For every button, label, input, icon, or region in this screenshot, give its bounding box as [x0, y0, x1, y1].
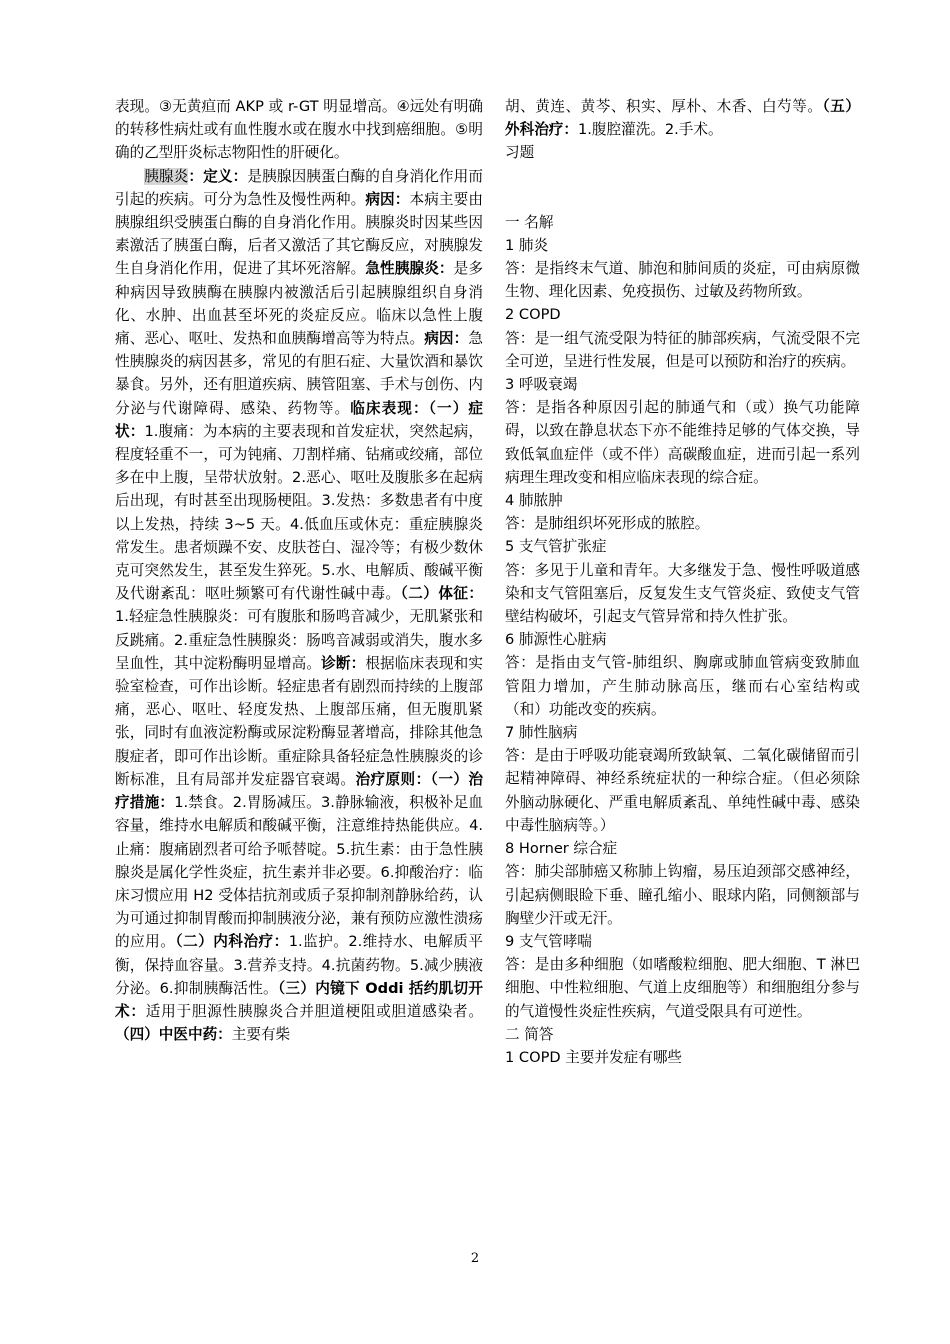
- definition-label: ：定义：: [188, 167, 248, 185]
- spacer: [505, 165, 860, 211]
- definition-text: 是胰腺因胰蛋白酶的自身消化作用而引起的疾病。可分为急性及慢性两种。: [115, 167, 483, 208]
- symptom-text: 1.腹痛：为本病的主要表现和首发症状，突然起病，程度轻重不一，可为钝痛、刀割样痛、钻痛或绞痛，部位多在中上腹，呈带状放射。2.恶心、呕吐及腹胀多在起病后出现，有时甚至出现肠梗阻。3.发热：多数患者有中度以上发热，持续 3~5 天。4.低血压或休克：重症胰腺炎常发生。患者烦躁不安、皮肤苍白、湿冷等；有极少数休克可突然发生，甚至发生猝死。5.水、电解质、酸碱平衡及代谢紊乱：呕吐频繁可有代谢性碱中毒。: [115, 422, 483, 603]
- cause2-text: 急性胰腺炎的病因甚多，常见的有胆石症、大量饮酒和暴饮暴食。另外，还有胆道疾病、胰管阻塞、手术与创伤、内分泌与代谢障碍、感染、药物等。: [115, 330, 483, 417]
- question-4: 4 肺脓肿: [505, 492, 563, 510]
- cause-text: 本病主要由胰腺组织受胰蛋白酶的自身消化作用。胰腺炎时因某些因素激活了胰蛋白酶，后者又激活了其它酶反应，对胰腺发生自身消化作用，促进了其坏死溶解。: [115, 190, 483, 278]
- section-title-definitions: 一 名解: [505, 213, 554, 231]
- cause-label: 病因：: [365, 190, 410, 208]
- treatment-measure-text: 1.禁食。2.胃肠减压。3.静脉输液，积极补足血容量，维持水电解质和酸碱平衡，注意维持热能供应。4.止痛：腹痛剧烈者可给予哌替啶。5.抗生素：由于急性胰腺炎是属化学性炎症，抗生素并非必要。6.抑酸治疗：临床习惯应用 H2 受体拮抗剂或质子泵抑制剂静脉给药，认为可通过抑制胃酸而抑制胰液分泌，兼有预防应激性溃疡的应用。: [115, 794, 483, 951]
- acute-pancreatitis-label: 急性胰腺炎：: [365, 260, 454, 278]
- answer-8: 答：肺尖部肺癌又称肺上钩瘤，易压迫颈部交感神经，引起病侧眼睑下垂、瞳孔缩小、眼球内陷，同侧额部与胸壁少汗或无汗。: [505, 863, 860, 927]
- section-title-short-answer: 二 简答: [505, 1025, 554, 1043]
- continued-text: 胡、黄连、黄芩、积实、厚朴、木香、白芍等。: [505, 98, 823, 115]
- diagnosis-label: 诊断：: [321, 654, 366, 672]
- answer-4: 答：是肺组织坏死形成的脓腔。: [505, 515, 710, 533]
- question-3: 3 呼吸衰竭: [505, 376, 578, 394]
- symptom-label: （一）症状：: [115, 399, 483, 440]
- question-2: 2 COPD: [505, 306, 561, 324]
- diagnosis-text: 根据临床表现和实验室检查，可作出诊断。轻症患者有剧烈而持续的上腹部痛，恶心、呕吐、轻度发热、上腹部压痛，但无腹肌紧张，同时有血液淀粉酶或尿淀粉酶显著增高，排除其他急腹症者，即可作出诊断。重症除具备轻症急性胰腺炎的诊断标准，且有局部并发症器官衰竭。: [115, 654, 483, 788]
- treatment-measure-label: （一）治疗措施：: [115, 770, 483, 812]
- acute-pancreatitis-text: 是多种病因导致胰酶在胰腺内被激活后引起胰腺组织自身消化、水肿、出血甚至坏死的炎症反应。临床以急性上腹痛、恶心、呕吐、发热和血胰酶增高等为特点。: [115, 260, 483, 348]
- tcm-text: 主要有柴: [231, 1026, 291, 1044]
- sign-text: 1.轻症急性胰腺炎：可有腹胀和肠鸣音减少，无肌紧张和反跳痛。2.重症急性胰腺炎：肠鸣音减弱或消失，腹水多呈血性，其中淀粉酶明显增高。: [115, 608, 483, 672]
- question-7: 7 肺性脑病: [505, 724, 578, 742]
- paragraph-pancreatitis: [115, 165, 483, 1047]
- endoscopy-text: 适用于胆源性胰腺炎合并胆道梗阻或胆道感染者。: [145, 1002, 483, 1020]
- question-6: 6 肺源性心脏病: [505, 631, 607, 649]
- section-title-pancreatitis: 胰腺炎: [144, 167, 189, 185]
- treatment-label: 治疗原则：: [355, 770, 431, 788]
- paragraph-continued: [505, 95, 860, 141]
- paragraph-liver-cancer-criteria: [115, 95, 483, 165]
- paragraph-text: 表现。③无黄疸而 AKP 或 r-GT 明显增高。④远处有明确的转移性病灶或有血性腹水或在腹水中找到癌细胞。⑤明确的乙型肝炎标志物阳性的肝硬化。: [115, 98, 483, 162]
- answer-1: 答：是指终末气道、肺泡和肺间质的炎症，可由病原微生物、理化因素、免疫损伤、过敏及药物所致。: [505, 260, 860, 301]
- clinical-label: 临床表现：: [350, 399, 429, 417]
- answer-3: 答：是指各种原因引起的肺通气和（或）换气功能障碍，以致在静息状态下亦不能维持足够的气体交换，导致低氧血症伴（或不伴）高碳酸血症，进而引起一系列病理生理改变和相应临床表现的综合症。: [505, 399, 860, 486]
- surgery-label: （五）外科治疗：: [505, 98, 860, 139]
- internal-treatment-text: 1.监护。2.维持水、电解质平衡，保持血容量。3.营养支持。4.抗菌药物。5.减少胰液分泌。6.抑制胰酶活性。: [115, 933, 483, 997]
- right-column: [505, 95, 860, 1069]
- internal-treatment-label: （二）内科治疗：: [175, 933, 289, 951]
- page-number: 2: [470, 1251, 480, 1266]
- question-9: 9 支气管哮喘: [505, 932, 592, 950]
- sign-label: （二）体征：: [400, 585, 483, 603]
- answer-6: 答：是指由支气管-肺组织、胸廓或肺血管病变致肺血管阻力增加，产生肺动脉高压，继而右心室结构或（和）功能改变的疾病。: [505, 654, 860, 718]
- answer-9: 答：是由多种细胞（如嗜酸粒细胞、肥大细胞、T 淋巴细胞、中性粒细胞、气道上皮细胞等）和细胞组分参与的气道慢性炎症性疾病，气道受限具有可逆性。: [505, 956, 860, 1020]
- answer-7: 答：是由于呼吸功能衰竭所致缺氧、二氧化碳储留而引起精神障碍、神经系统症状的一种综合症。（但必须除外脑动脉硬化、严重电解质紊乱、单纯性碱中毒、感染中毒性脑病等。）: [505, 747, 860, 834]
- question-1: 1 肺炎: [505, 236, 549, 254]
- question-short-1: 1 COPD 主要并发症有哪些: [505, 1048, 683, 1066]
- surgery-text: 1.腹腔灌洗。2.手术。: [577, 121, 723, 139]
- question-8: 8 Horner 综合症: [505, 840, 618, 858]
- endoscopy-label: （三）内镜下 Oddi 括约肌切开术：: [115, 979, 483, 1020]
- answer-5: 答：多见于儿童和青年。大多继发于急、慢性呼吸道感染和支气管阻塞后，反复发生支气管炎症、致使支气管壁结构破坏，引起支气管异常和持久性扩张。: [505, 561, 860, 626]
- question-5: 5 支气管扩张症: [505, 538, 607, 556]
- answer-2: 答：是一组气流受限为特征的肺部疾病，气流受限不完全可逆，呈进行性发展，但是可以预防和治疗的疾病。: [505, 329, 860, 370]
- tcm-label: （四）中医中药：: [115, 1026, 232, 1044]
- cause2-label: 病因：: [424, 330, 469, 348]
- exercise-title: 习题: [505, 144, 535, 162]
- left-column: [115, 95, 483, 1046]
